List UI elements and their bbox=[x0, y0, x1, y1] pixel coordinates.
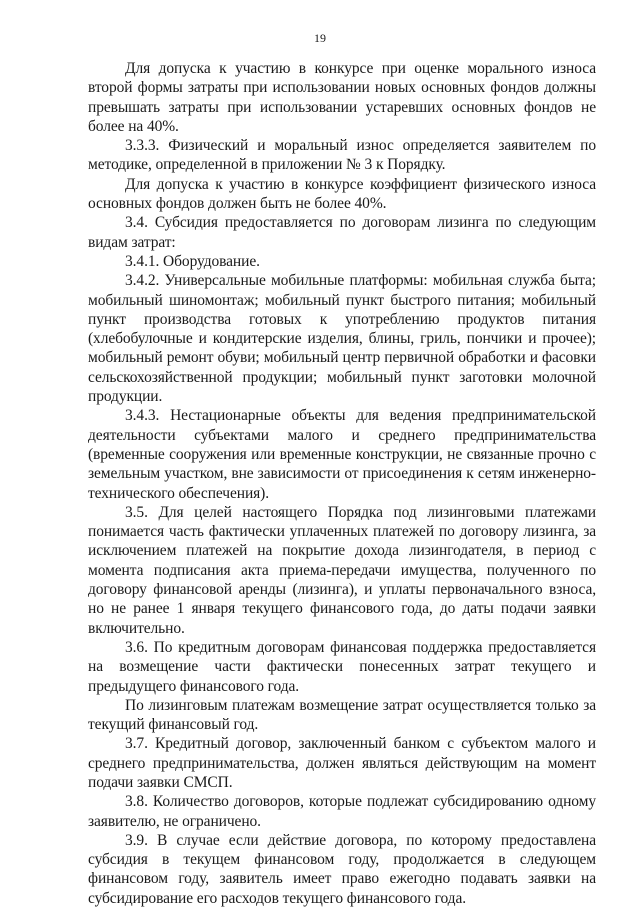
paragraph-3-5: 3.5. Для целей настоящего Порядка под лизинговыми платежами понимается часть фактически уплаченных платежей по договору лизинга, за исключением платежей на покрытие дохода лизингодателя, в период с момента подписания акта приема-передачи имущества, полученного по договору финансовой аренды (лизинга), и уплаты первоначального взноса, но не ранее 1 января текущего финансового года, до даты подачи заявки включительно. bbox=[88, 503, 596, 637]
paragraph-physical-wear-limit: Для допуска к участию в конкурсе коэффициент физического износа основных фондов должен быть не более 40%. bbox=[88, 175, 596, 213]
paragraph-3-4-2: 3.4.2. Универсальные мобильные платформы: мобильная служба быта; мобильный шиномонтаж; мобильный пункт быстрого питания; мобильный пункт производства готовых к употреблению продуктов питания (хлебобулочные и кондитерские изделия, блины, гриль, пончики и прочее); мобильный ремонт обуви; мобильный центр первичной обработки и фасовки сельскохозяйственной продукции; мобильный пункт заготовки молочной продукции. bbox=[88, 272, 596, 406]
paragraph-moral-wear-second-form: Для допуска к участию в конкурсе при оценке морального износа второй формы затраты при использовании новых основных фондов должны превышать затраты при использовании устаревших основных фондов не более на 40%. bbox=[88, 60, 596, 135]
paragraph-3-7: 3.7. Кредитный договор, заключенный банком с субъектом малого и среднего предпринимательства, должен являться действующим на момент подачи заявки СМСП. bbox=[88, 735, 596, 791]
paragraph-3-9: 3.9. В случае если действие договора, по которому предоставлена субсидия в текущем финансовом году, продолжается в следующем финансовом году, заявитель имеет право ежегодно подавать заявки на субсидирование его расходов текущего финансового года. bbox=[88, 831, 596, 907]
paragraph-3-4: 3.4. Субсидия предоставляется по договорам лизинга по следующим видам затрат: bbox=[88, 214, 596, 251]
paragraph-3-4-3: 3.4.3. Нестационарные объекты для ведения предпринимательской деятельности субъектами малого и среднего предпринимательства (временные сооружения или временные конструкции, не связанные прочно с земельным участком, вне зависимости от присоединения к сетям инженерно-технического обеспечения). bbox=[88, 407, 596, 502]
page-number: 19 bbox=[314, 31, 326, 45]
paragraph-3-4-1: 3.4.1. Оборудование. bbox=[125, 252, 260, 270]
paragraph-3-3-3: 3.3.3. Физический и моральный износ определяется заявителем по методике, определенной в приложении № 3 к Порядку. bbox=[88, 137, 596, 174]
paragraph-3-6: 3.6. По кредитным договорам финансовая поддержка предоставляется на возмещение части фактически понесенных затрат текущего и предыдущего финансового года. bbox=[88, 638, 596, 695]
paragraph-3-8: 3.8. Количество договоров, которые подлежат субсидированию одному заявителю, не ограничено. bbox=[88, 793, 596, 830]
paragraph-leasing-reimbursement: По лизинговым платежам возмещение затрат осуществляется только за текущий финансовый год. bbox=[88, 696, 596, 734]
document-body bbox=[88, 59, 596, 908]
